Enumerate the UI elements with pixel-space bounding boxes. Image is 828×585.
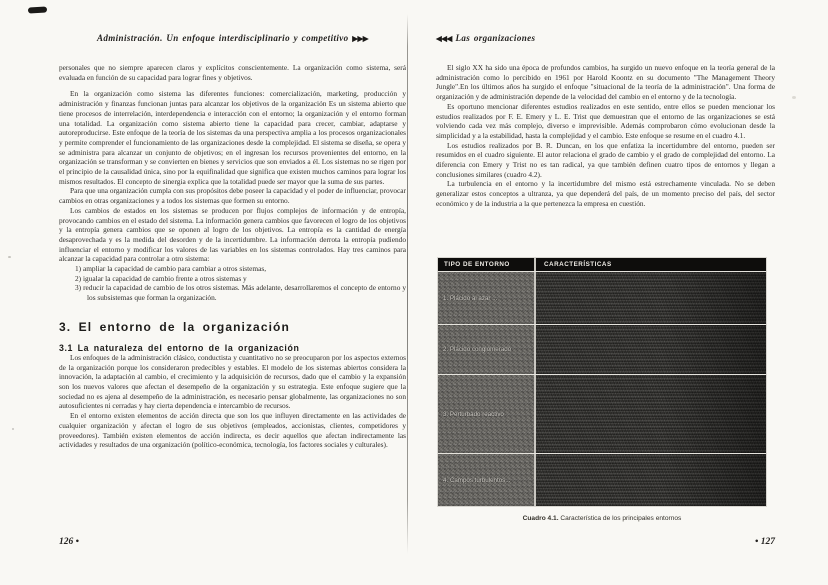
right-running-head-title: Las organizaciones: [455, 33, 536, 43]
page-gutter-line: [407, 14, 408, 554]
scan-speck: [792, 96, 796, 99]
row-characteristics-illegible: [534, 375, 766, 453]
paragraph: Para que una organización cumpla con sus propósitos debe poseer la capacidad y el poder de influenciar, provocar cambios en otras organizaciones y a todos los sistemas que formen su entorno.: [59, 186, 406, 206]
table-row: [438, 453, 766, 506]
left-page-number: 126 •: [59, 537, 79, 547]
table-row: [438, 271, 766, 324]
environments-table: [438, 258, 766, 506]
column-header-tipo-de-entorno: TIPO DE ENTORNO: [444, 261, 510, 268]
scan-smudge: [28, 7, 47, 14]
right-running-head: [436, 33, 775, 43]
row-label: 1. Plácido al azar ...: [438, 272, 534, 324]
left-running-head: [59, 33, 406, 43]
list-item: 1) ampliar la capacidad de cambio para cambiar a otros sistemas,: [75, 264, 267, 274]
list-item: 2) igualar la capacidad de cambio frente a otros sistemas y: [75, 273, 247, 283]
back-arrows-icon: ◀◀◀: [436, 34, 452, 43]
table-row: [438, 324, 766, 374]
right-page: [436, 28, 775, 585]
left-running-head-title: Administración. Un enfoque interdisciplinario y competitivo: [96, 33, 349, 43]
table-caption-number: Cuadro 4.1.: [522, 515, 559, 522]
row-characteristics-illegible: [534, 454, 766, 506]
row-characteristics-illegible: [534, 325, 766, 374]
paragraph: La turbulencia en el entorno y la incertidumbre del mismo está estrechamente vinculada. No se deben generalizar estos conceptos a ultranza, ya que dependerá del país, de un momento preciso del país, del sector económico y de la industria a la que pertenezca la empresa en cuestión.: [436, 179, 775, 208]
table-caption: [438, 515, 766, 522]
right-body-text: [436, 63, 775, 209]
right-page-number: • 127: [755, 537, 775, 547]
table-header-row: [438, 258, 766, 271]
row-characteristics-illegible: [534, 272, 766, 324]
paragraph: Los enfoques de la administración clásico, conductista y cuantitativo no se preocuparon por los aspectos externos de la organización porque los consideraron predecibles y estables. El modelo de los sistemas abiertos considera la innovación, la adaptación al cambio, el crecimiento y la adquisición de recursos, dado que el cambio y la expansión son los nuevos valores que afectan el desempeño de la organización y su estrategia. Este enfoque sugiere que la sociedad no es ajena al desempeño de la administración, es necesario pensar globalmente, las organizaciones no son autosuficientes ni cerradas y hay cierta dependencia e intercambio de recursos.: [59, 352, 406, 411]
paragraph: personales que no siempre aparecen claros y explícitos conscientemente. La organización como sistema, será evaluada en función de su capacidad para lograr fines y objetivos.: [59, 63, 406, 82]
list-item: 3) reducir la capacidad de cambio de los otros sistemas. Más adelante, desarrollaremos el concepto de entorno y los subsistemas que forman la organización.: [75, 283, 406, 303]
row-label: 4. Campos turbulentos...: [438, 454, 534, 506]
column-header-caracteristicas: CARACTERÍSTICAS: [534, 258, 766, 271]
paragraph: El siglo XX ha sido una época de profundos cambios, ha surgido un nuevo enfoque en la teoría general de la administración como lo percibido en 1961 por Harold Koontz en su documento "The Management Theory Jungle".En los últimos años ha surgido el enfoque "situacional de la teoría de la administración". Una forma de organización y de administración depende de la velocidad del cambio en el entorno y de la tecnología.: [436, 63, 775, 102]
numbered-list: [59, 264, 406, 303]
scan-speck: [12, 428, 14, 430]
section-heading: 3. El entorno de la organización: [59, 319, 290, 334]
row-label: 2. Plácido conglomerado: [438, 325, 534, 374]
table-row: [438, 374, 766, 453]
paragraph: Los estudios realizados por B. R. Duncan, en los que enfatiza la incertidumbre del entorno, pueden ser resumidos en el cuadro siguiente. El autor relaciona el grado de cambio y el grado de complejidad del entorno. La diferencia con Emery y Trist no es tan radical, ya que también definen cuatro tipos de entornos y llegan a conclusiones similares (cuadro 4.2).: [436, 140, 775, 179]
paragraph: Los cambios de estados en los sistemas se producen por flujos complejos de información y de entropía, provocando cambios en el estado del sistema. La información genera cambios que favorecen el logro de los objetivos y la entropía genera cambios que se oponen al logro de los objetivos. La entropía es la cantidad de energía desaprovechada y es la medida del desorden y de la incertidumbre. La información derrota la entropía pudiendo influenciar el entorno y modificar los valores de las variables en los sistemas controlados. Hay tres caminos para alcanzar la capacidad para controlar a otro sistema:: [59, 205, 406, 264]
scan-speck: [8, 256, 11, 258]
paragraph: En el entorno existen elementos de acción directa que son los que influyen directamente en las actividades de cualquier organización y afectan el logro de sus objetivos (empleados, accionistas, clientes, competidores y proveedores). También existen elementos de acción indirecta, es decir aquellos que afectan indirectamente las actividades y resultados de una organización (político-económica, tecnología, los factores sociales y culturales).: [59, 411, 406, 450]
table-caption-text: Característica de los principales entornos: [560, 515, 682, 522]
subsection-heading: 3.1 La naturaleza del entorno de la organización: [59, 342, 300, 353]
paragraph: Es oportuno mencionar diferentes estudios realizados en este sentido, entre ellos se pueden mencionar los estudios realizados por F. E. Emery y L. E. Trist que demuestran que el entorno de las organizaciones se está volviendo cada vez más complejo, diverso e imprevisible. Además comprobaron cómo evolucionan desde la simplicidad y a la estabilidad, hasta la complejidad y el cambio. Este enfoque se resume en el cuadro 4.1.: [436, 101, 775, 140]
row-label: 3. Perturbado reactivo: [438, 375, 534, 453]
paragraph: En la organización como sistema las diferentes funciones: comercialización, marketing, producción y administración y finanzas funcionan juntas para alcanzar los objetivos de la organización Es un sistema abierto que tiene procesos de interrelación, interdependencia e interacción con el entorno; la organización y el entorno forman una totalidad. La organización como sistema abierto tiene la capacidad para crecer, cambiar, adaptarse y autoreproducirse. Este enfoque de la teoría de los sistemas da una perspectiva amplia a los procesos organizacionales y permite comprender el funcionamiento de las organizaciones desde la complejidad. El sistema se diseña, se opera y se administra para alcanzar un conjunto de objetivos; en el ingresan los recursos provenientes del entorno, en la organización se transforman y se convierten en bienes y servicios que son enviados a él. Los sistemas no se rigen por el principio de la causalidad única, sino por la equifinalidad que significa que existen muchos caminos para lograr los mismos resultados. El concepto de sinergia explica que la totalidad puede ser mayor que la suma de sus partes.: [59, 89, 406, 186]
left-body-text: [59, 63, 406, 450]
forward-arrows-icon: ▶▶▶: [352, 34, 369, 43]
left-page: [59, 28, 406, 450]
